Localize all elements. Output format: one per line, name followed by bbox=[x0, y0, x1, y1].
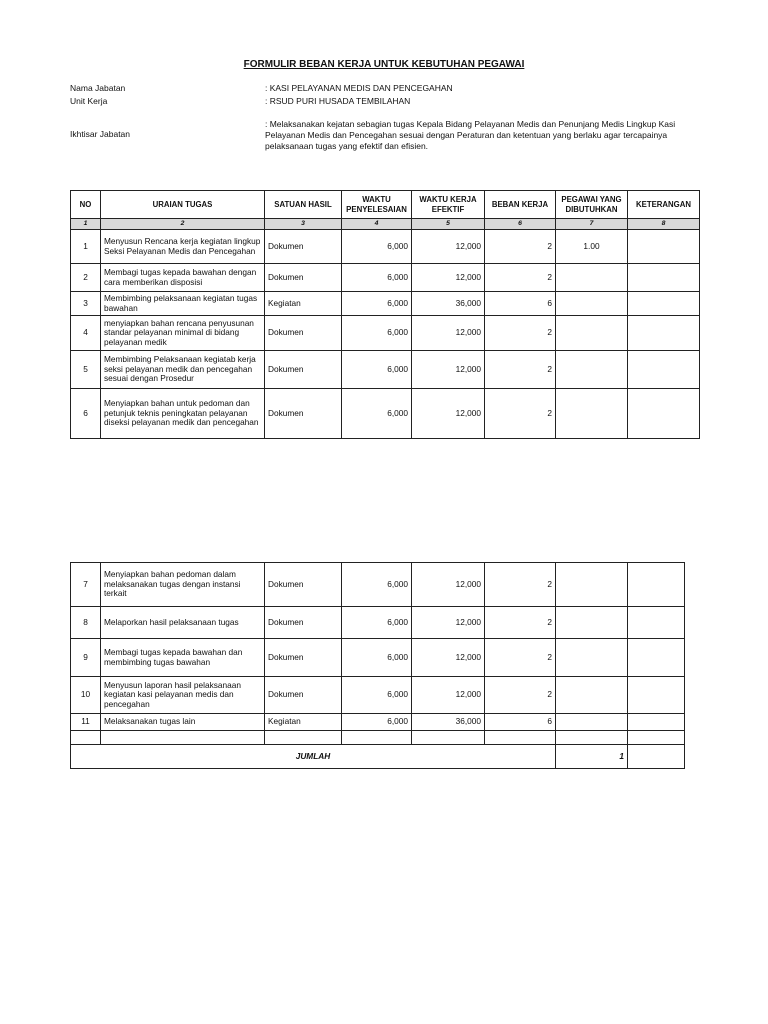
header-row bbox=[71, 191, 700, 219]
index-cell: 7 bbox=[556, 219, 628, 230]
row-satuan: Dokumen bbox=[265, 264, 342, 292]
row-beban: 2 bbox=[485, 607, 556, 639]
nama-jabatan-label: Nama Jabatan bbox=[70, 83, 126, 93]
total-row bbox=[71, 745, 685, 769]
unit-kerja-value: : RSUD PURI HUSADA TEMBILAHAN bbox=[265, 96, 411, 106]
row-uraian: Membagi tugas kepada bawahan dengan cara memberikan disposisi bbox=[101, 264, 265, 292]
row-no: 4 bbox=[71, 316, 101, 351]
row-satuan: Dokumen bbox=[265, 316, 342, 351]
form-title: FORMULIR BEBAN KERJA UNTUK KEBUTUHAN PEGAWAI bbox=[243, 59, 525, 70]
row-waktu: 6,000 bbox=[342, 292, 412, 316]
table-row bbox=[71, 639, 685, 677]
row-keterangan bbox=[628, 563, 685, 607]
empty-cell bbox=[342, 731, 412, 745]
row-waktu-kerja: 12,000 bbox=[412, 639, 485, 677]
row-waktu-kerja: 12,000 bbox=[412, 677, 485, 714]
ikhtisar-label: Ikhtisar Jabatan bbox=[70, 129, 131, 139]
row-beban: 2 bbox=[485, 316, 556, 351]
total-label: JUMLAH bbox=[71, 745, 556, 769]
row-waktu: 6,000 bbox=[342, 677, 412, 714]
row-no: 5 bbox=[71, 351, 101, 389]
row-beban: 2 bbox=[485, 563, 556, 607]
row-waktu: 6,000 bbox=[342, 714, 412, 731]
row-keterangan bbox=[628, 264, 700, 292]
header-no: NO bbox=[71, 191, 101, 219]
header-pegawai: PEGAWAI YANG DIBUTUHKAN bbox=[556, 191, 628, 219]
row-uraian: Menyusun laporan hasil pelaksanaan kegiatan kasi pelayanan medis dan pencegahan bbox=[101, 677, 265, 714]
empty-cell bbox=[412, 731, 485, 745]
workload-table-page2 bbox=[70, 562, 685, 769]
info-nama-jabatan bbox=[0, 83, 768, 94]
header-beban: BEBAN KERJA bbox=[485, 191, 556, 219]
row-no: 11 bbox=[71, 714, 101, 731]
row-beban: 2 bbox=[485, 351, 556, 389]
row-satuan: Dokumen bbox=[265, 351, 342, 389]
row-beban: 2 bbox=[485, 230, 556, 264]
row-pegawai bbox=[556, 389, 628, 439]
empty-cell bbox=[628, 731, 685, 745]
row-beban: 6 bbox=[485, 292, 556, 316]
row-no: 6 bbox=[71, 389, 101, 439]
row-pegawai bbox=[556, 264, 628, 292]
row-keterangan bbox=[628, 677, 685, 714]
index-cell: 4 bbox=[342, 219, 412, 230]
index-row bbox=[71, 219, 700, 230]
row-waktu: 6,000 bbox=[342, 639, 412, 677]
row-waktu: 6,000 bbox=[342, 607, 412, 639]
row-keterangan bbox=[628, 714, 685, 731]
row-keterangan bbox=[628, 292, 700, 316]
row-waktu-kerja: 12,000 bbox=[412, 351, 485, 389]
row-pegawai bbox=[556, 714, 628, 731]
row-satuan: Kegiatan bbox=[265, 714, 342, 731]
row-keterangan bbox=[628, 607, 685, 639]
row-waktu: 6,000 bbox=[342, 316, 412, 351]
index-cell: 8 bbox=[628, 219, 700, 230]
row-satuan: Dokumen bbox=[265, 389, 342, 439]
index-cell: 3 bbox=[265, 219, 342, 230]
row-satuan: Dokumen bbox=[265, 677, 342, 714]
row-beban: 6 bbox=[485, 714, 556, 731]
row-no: 7 bbox=[71, 563, 101, 607]
row-waktu-kerja: 36,000 bbox=[412, 292, 485, 316]
info-unit-kerja bbox=[0, 96, 768, 107]
row-waktu: 6,000 bbox=[342, 389, 412, 439]
row-keterangan bbox=[628, 639, 685, 677]
row-beban: 2 bbox=[485, 677, 556, 714]
table-row bbox=[71, 292, 700, 316]
row-uraian: Melaporkan hasil pelaksanaan tugas bbox=[101, 607, 265, 639]
nama-jabatan-value: : KASI PELAYANAN MEDIS DAN PENCEGAHAN bbox=[265, 83, 453, 93]
header-waktu: WAKTU PENYELESAIAN bbox=[342, 191, 412, 219]
row-satuan: Dokumen bbox=[265, 639, 342, 677]
row-waktu-kerja: 12,000 bbox=[412, 563, 485, 607]
row-uraian: Membagi tugas kepada bawahan dan membimbing tugas bawahan bbox=[101, 639, 265, 677]
row-pegawai bbox=[556, 563, 628, 607]
row-no: 10 bbox=[71, 677, 101, 714]
row-waktu-kerja: 12,000 bbox=[412, 607, 485, 639]
row-beban: 2 bbox=[485, 389, 556, 439]
row-waktu-kerja: 12,000 bbox=[412, 264, 485, 292]
row-pegawai bbox=[556, 677, 628, 714]
row-pegawai: 1.00 bbox=[556, 230, 628, 264]
workload-table-page1 bbox=[70, 190, 700, 439]
table-row bbox=[71, 230, 700, 264]
row-waktu: 6,000 bbox=[342, 230, 412, 264]
header-keterangan: KETERANGAN bbox=[628, 191, 700, 219]
unit-kerja-label: Unit Kerja bbox=[70, 96, 108, 106]
header-waktu-kerja: WAKTU KERJA EFEKTIF bbox=[412, 191, 485, 219]
table-row bbox=[71, 607, 685, 639]
table-row bbox=[71, 563, 685, 607]
empty-cell bbox=[71, 731, 101, 745]
header-satuan: SATUAN HASIL bbox=[265, 191, 342, 219]
row-waktu-kerja: 12,000 bbox=[412, 316, 485, 351]
row-uraian: Membimbing pelaksanaan kegiatan tugas bawahan bbox=[101, 292, 265, 316]
table-row bbox=[71, 316, 700, 351]
row-satuan: Kegiatan bbox=[265, 292, 342, 316]
empty-cell bbox=[556, 731, 628, 745]
table-row bbox=[71, 677, 685, 714]
row-pegawai bbox=[556, 351, 628, 389]
row-no: 3 bbox=[71, 292, 101, 316]
table-row bbox=[71, 714, 685, 731]
row-uraian: Membimbing Pelaksanaan kegiatab kerja seksi pelayanan medik dan pencegahan sesuai dengan Prosedur bbox=[101, 351, 265, 389]
row-no: 1 bbox=[71, 230, 101, 264]
row-waktu-kerja: 12,000 bbox=[412, 230, 485, 264]
table-row bbox=[71, 264, 700, 292]
row-satuan: Dokumen bbox=[265, 563, 342, 607]
row-keterangan bbox=[628, 230, 700, 264]
empty-cell bbox=[265, 731, 342, 745]
row-keterangan bbox=[628, 316, 700, 351]
row-beban: 2 bbox=[485, 264, 556, 292]
table-row bbox=[71, 351, 700, 389]
empty-cell bbox=[485, 731, 556, 745]
row-waktu: 6,000 bbox=[342, 563, 412, 607]
index-cell: 6 bbox=[485, 219, 556, 230]
empty-row bbox=[71, 731, 685, 745]
table-row bbox=[71, 389, 700, 439]
row-pegawai bbox=[556, 639, 628, 677]
index-cell: 1 bbox=[71, 219, 101, 230]
empty-cell bbox=[101, 731, 265, 745]
row-waktu-kerja: 36,000 bbox=[412, 714, 485, 731]
ikhtisar-value: : Melaksanakan kejatan sebagian tugas Kepala Bidang Pelayanan Medis dan Penunjang Medis Lingkup Kasi Pelayanan Medis dan Pencegahan sesuai dengan Peraturan dan ketentuan yang berlaku agar tercapainya pelaksanaan tugas yang efektif dan efisien. bbox=[265, 119, 676, 151]
index-cell: 2 bbox=[101, 219, 265, 230]
index-cell: 5 bbox=[412, 219, 485, 230]
row-no: 9 bbox=[71, 639, 101, 677]
info-ikhtisar bbox=[0, 129, 200, 140]
row-pegawai bbox=[556, 316, 628, 351]
row-keterangan bbox=[628, 389, 700, 439]
row-waktu: 6,000 bbox=[342, 351, 412, 389]
row-keterangan bbox=[628, 351, 700, 389]
row-waktu-kerja: 12,000 bbox=[412, 389, 485, 439]
row-satuan: Dokumen bbox=[265, 230, 342, 264]
row-uraian: menyiapkan bahan rencana penyusunan standar pelayanan minimal di bidang pelayanan medik bbox=[101, 316, 265, 351]
row-uraian: Menyiapkan bahan untuk pedoman dan petunjuk teknis peningkatan pelayanan diseksi pelayanan medik dan pencegahan bbox=[101, 389, 265, 439]
row-waktu: 6,000 bbox=[342, 264, 412, 292]
total-keterangan bbox=[628, 745, 685, 769]
row-pegawai bbox=[556, 292, 628, 316]
row-uraian: Melaksanakan tugas lain bbox=[101, 714, 265, 731]
total-value: 1 bbox=[556, 745, 628, 769]
row-pegawai bbox=[556, 607, 628, 639]
row-no: 8 bbox=[71, 607, 101, 639]
row-uraian: Menyusun Rencana kerja kegiatan lingkup Seksi Pelayanan Medis dan Pencegahan bbox=[101, 230, 265, 264]
row-beban: 2 bbox=[485, 639, 556, 677]
row-uraian: Menyiapkan bahan pedoman dalam melaksanakan tugas dengan instansi terkait bbox=[101, 563, 265, 607]
row-satuan: Dokumen bbox=[265, 607, 342, 639]
header-uraian: URAIAN TUGAS bbox=[101, 191, 265, 219]
row-no: 2 bbox=[71, 264, 101, 292]
